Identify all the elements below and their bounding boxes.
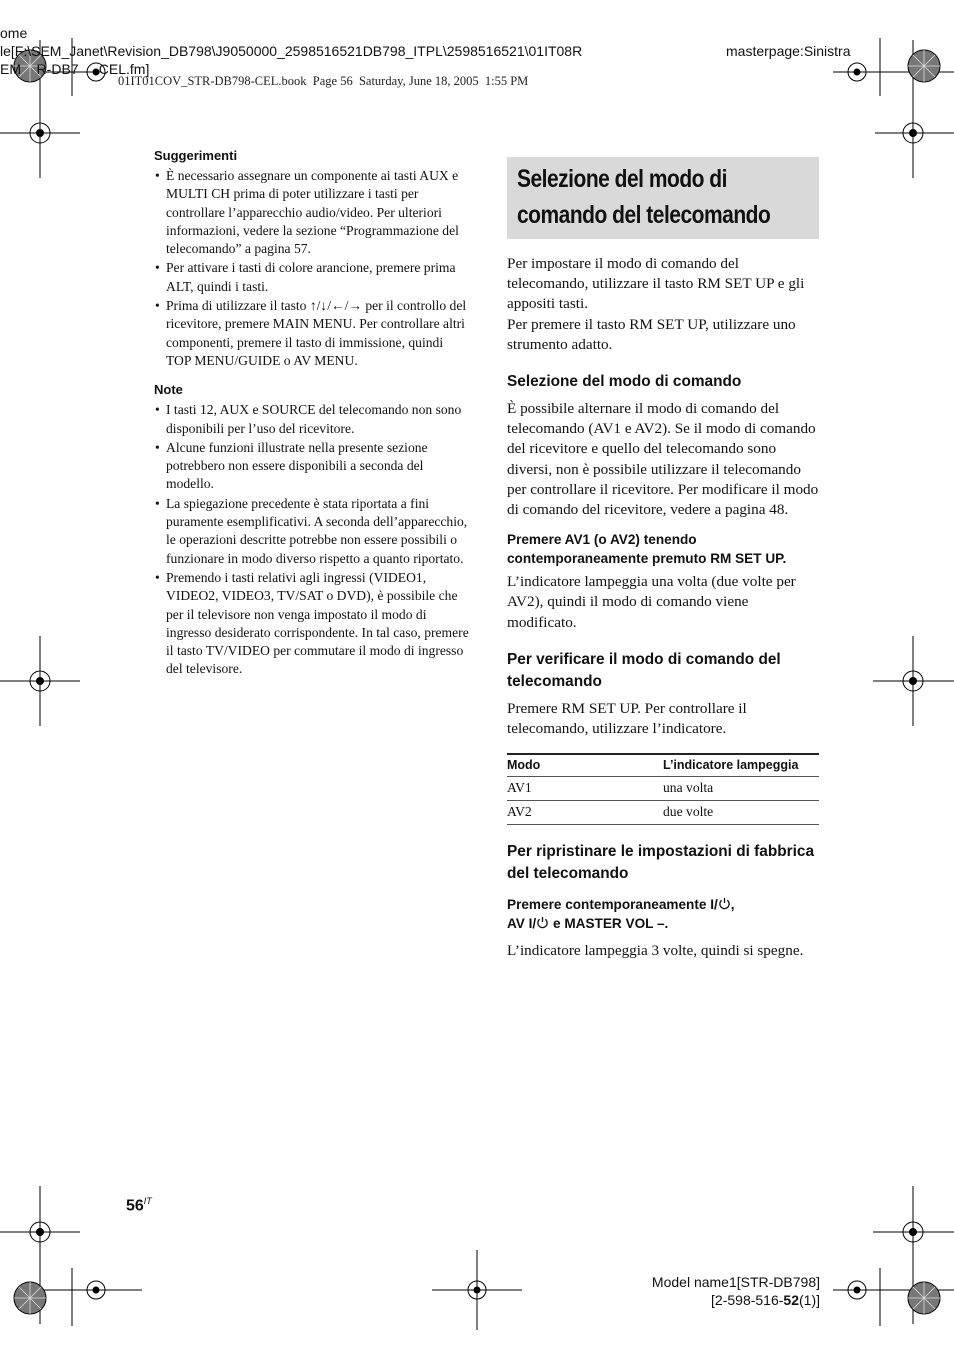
right-column — [507, 157, 819, 961]
notes-list — [154, 401, 470, 678]
list-item: • Premendo i tasti relativi agli ingressi (VIDEO1, VIDEO2, VIDEO3, TV/SAT o DVD), è possibile che per il televisore non venga impostato il modo di ingresso desiderato corrispondente. In tal caso, premere il tasto TV/VIDEO per commutare il modo di ingresso del televisore. — [154, 569, 470, 679]
table-cell: una volta — [663, 777, 819, 801]
list-item: • I tasti 12, AUX e SOURCE del telecomando non sono disponibili per l’uso del ricevitore. — [154, 401, 470, 438]
model-code-bold: 52 — [783, 1292, 799, 1308]
tips-heading: Suggerimenti — [154, 148, 238, 163]
intro-paragraph-2: Per premere il tasto RM SET UP, utilizzare uno strumento adatto. — [507, 315, 796, 353]
table-cell: AV2 — [507, 801, 663, 825]
list-item: • La spiegazione precedente è stata riportata a fini puramente esemplificativi. A seconda dell’apparecchio, le operazioni descritte potrebbe non essere possibili o funzionare in modo diverso rispetto a quanto riportato. — [154, 495, 470, 568]
masterpage-label: masterpage:Sinistra — [726, 43, 851, 59]
subheading-select-mode: Selezione del modo di comando — [507, 373, 742, 391]
subheading-verify-mode: Per verificare il modo di comando del telecomando — [507, 650, 781, 690]
table-row — [507, 801, 819, 825]
instruction-text: AV I/ — [507, 916, 537, 932]
file-path-line-3: EM R-DB7 -CEL.fm] — [0, 61, 150, 77]
tips-list — [154, 167, 470, 370]
subheading-factory-reset: Per ripristinare le impostazioni di fabbrica del telecomando — [507, 843, 815, 883]
list-item: • È necessario assegnare un componente ai tasti AUX e MULTI CH prima di poter utilizzare i tasti per controllare l’apparecchio audio/video. Per ulteriori informazioni, vedere la sezione “Programmazione del telecomando” a pagina 57. — [154, 167, 470, 258]
page-number-value: 56 — [126, 1197, 144, 1215]
model-code-prefix: [2-598-516- — [711, 1292, 784, 1308]
file-path-header — [0, 24, 700, 78]
section-title-line-1: Selezione del modo di — [517, 165, 727, 193]
instruction-text: e MASTER VOL –. — [549, 916, 669, 932]
factory-reset-instruction — [507, 895, 819, 933]
model-code-line — [652, 1291, 820, 1309]
table-row — [507, 777, 819, 801]
instruction-text: , — [730, 897, 735, 913]
verify-mode-body: Premere RM SET UP. Per controllare il telecomando, utilizzare l’indicatore. — [507, 699, 747, 738]
model-info — [652, 1273, 820, 1309]
page-number — [126, 1196, 152, 1215]
table-header-indicator: L’indicatore lampeggia — [663, 754, 819, 777]
select-mode-instruction: Premere AV1 (o AV2) tenendo contemporaneamente premuto RM SET UP. — [507, 532, 787, 567]
select-mode-result: L’indicatore lampeggia una volta (due volte per AV2), quindi il modo di comando viene modificato. — [507, 573, 796, 631]
factory-reset-result: L’indicatore lampeggia 3 volte, quindi si spegne. — [507, 942, 804, 960]
instruction-text: Premere contemporaneamente I/ — [507, 897, 718, 913]
section-title-box — [507, 157, 819, 239]
table-cell: due volte — [663, 801, 819, 825]
notes-heading: Note — [154, 382, 183, 398]
model-code-suffix: (1)] — [799, 1292, 820, 1308]
model-name-line: Model name1[STR-DB798] — [651, 1274, 820, 1290]
table-cell: AV1 — [507, 777, 663, 801]
file-path-line-1: ome — [0, 25, 28, 41]
page-language-suffix: IT — [143, 1196, 152, 1206]
table-header-mode: Modo — [507, 754, 663, 777]
list-item: • Alcune funzioni illustrate nella presente sezione potrebbero non essere disponibili a seconda del modello. — [154, 439, 470, 494]
list-item: • Per attivare i tasti di colore arancione, premere prima ALT, quindi i tasti. — [154, 259, 470, 296]
book-info-line: 01IT01COV_STR-DB798-CEL.book Page 56 Saturday, June 18, 2005 1:55 PM — [118, 74, 529, 88]
intro-paragraph-1: Per impostare il modo di comando del telecomando, utilizzare il tasto RM SET UP e gli appositi tasti. — [507, 255, 805, 313]
left-column — [154, 148, 470, 680]
mode-indicator-table — [507, 753, 819, 825]
section-title-line-2: comando del telecomando — [517, 201, 771, 229]
select-mode-body: È possibile alternare il modo di comando del telecomando (AV1 e AV2). Se il modo di comando del ricevitore e quello del telecomando sono diversi, non è possibile utilizzare il telecomando per controllare il ricevitore. Per modificare il modo di comando del ricevitore, vedere a pagina 48. — [507, 400, 819, 519]
power-standby-icon — [718, 897, 731, 912]
list-item: • Prima di utilizzare il tasto ↑/↓/←/→ per il controllo del ricevitore, premere MAIN MENU. Per controllare altri componenti, premere il tasto di immissione, quindi TOP MENU/GUIDE o AV MENU. — [154, 297, 470, 370]
power-standby-icon — [536, 916, 549, 931]
file-path-line-2: le[F:\SEM_Janet\Revision_DB798\J9050000_2598516521DB798_ITPL\2598516521\01IT08R — [0, 43, 583, 59]
